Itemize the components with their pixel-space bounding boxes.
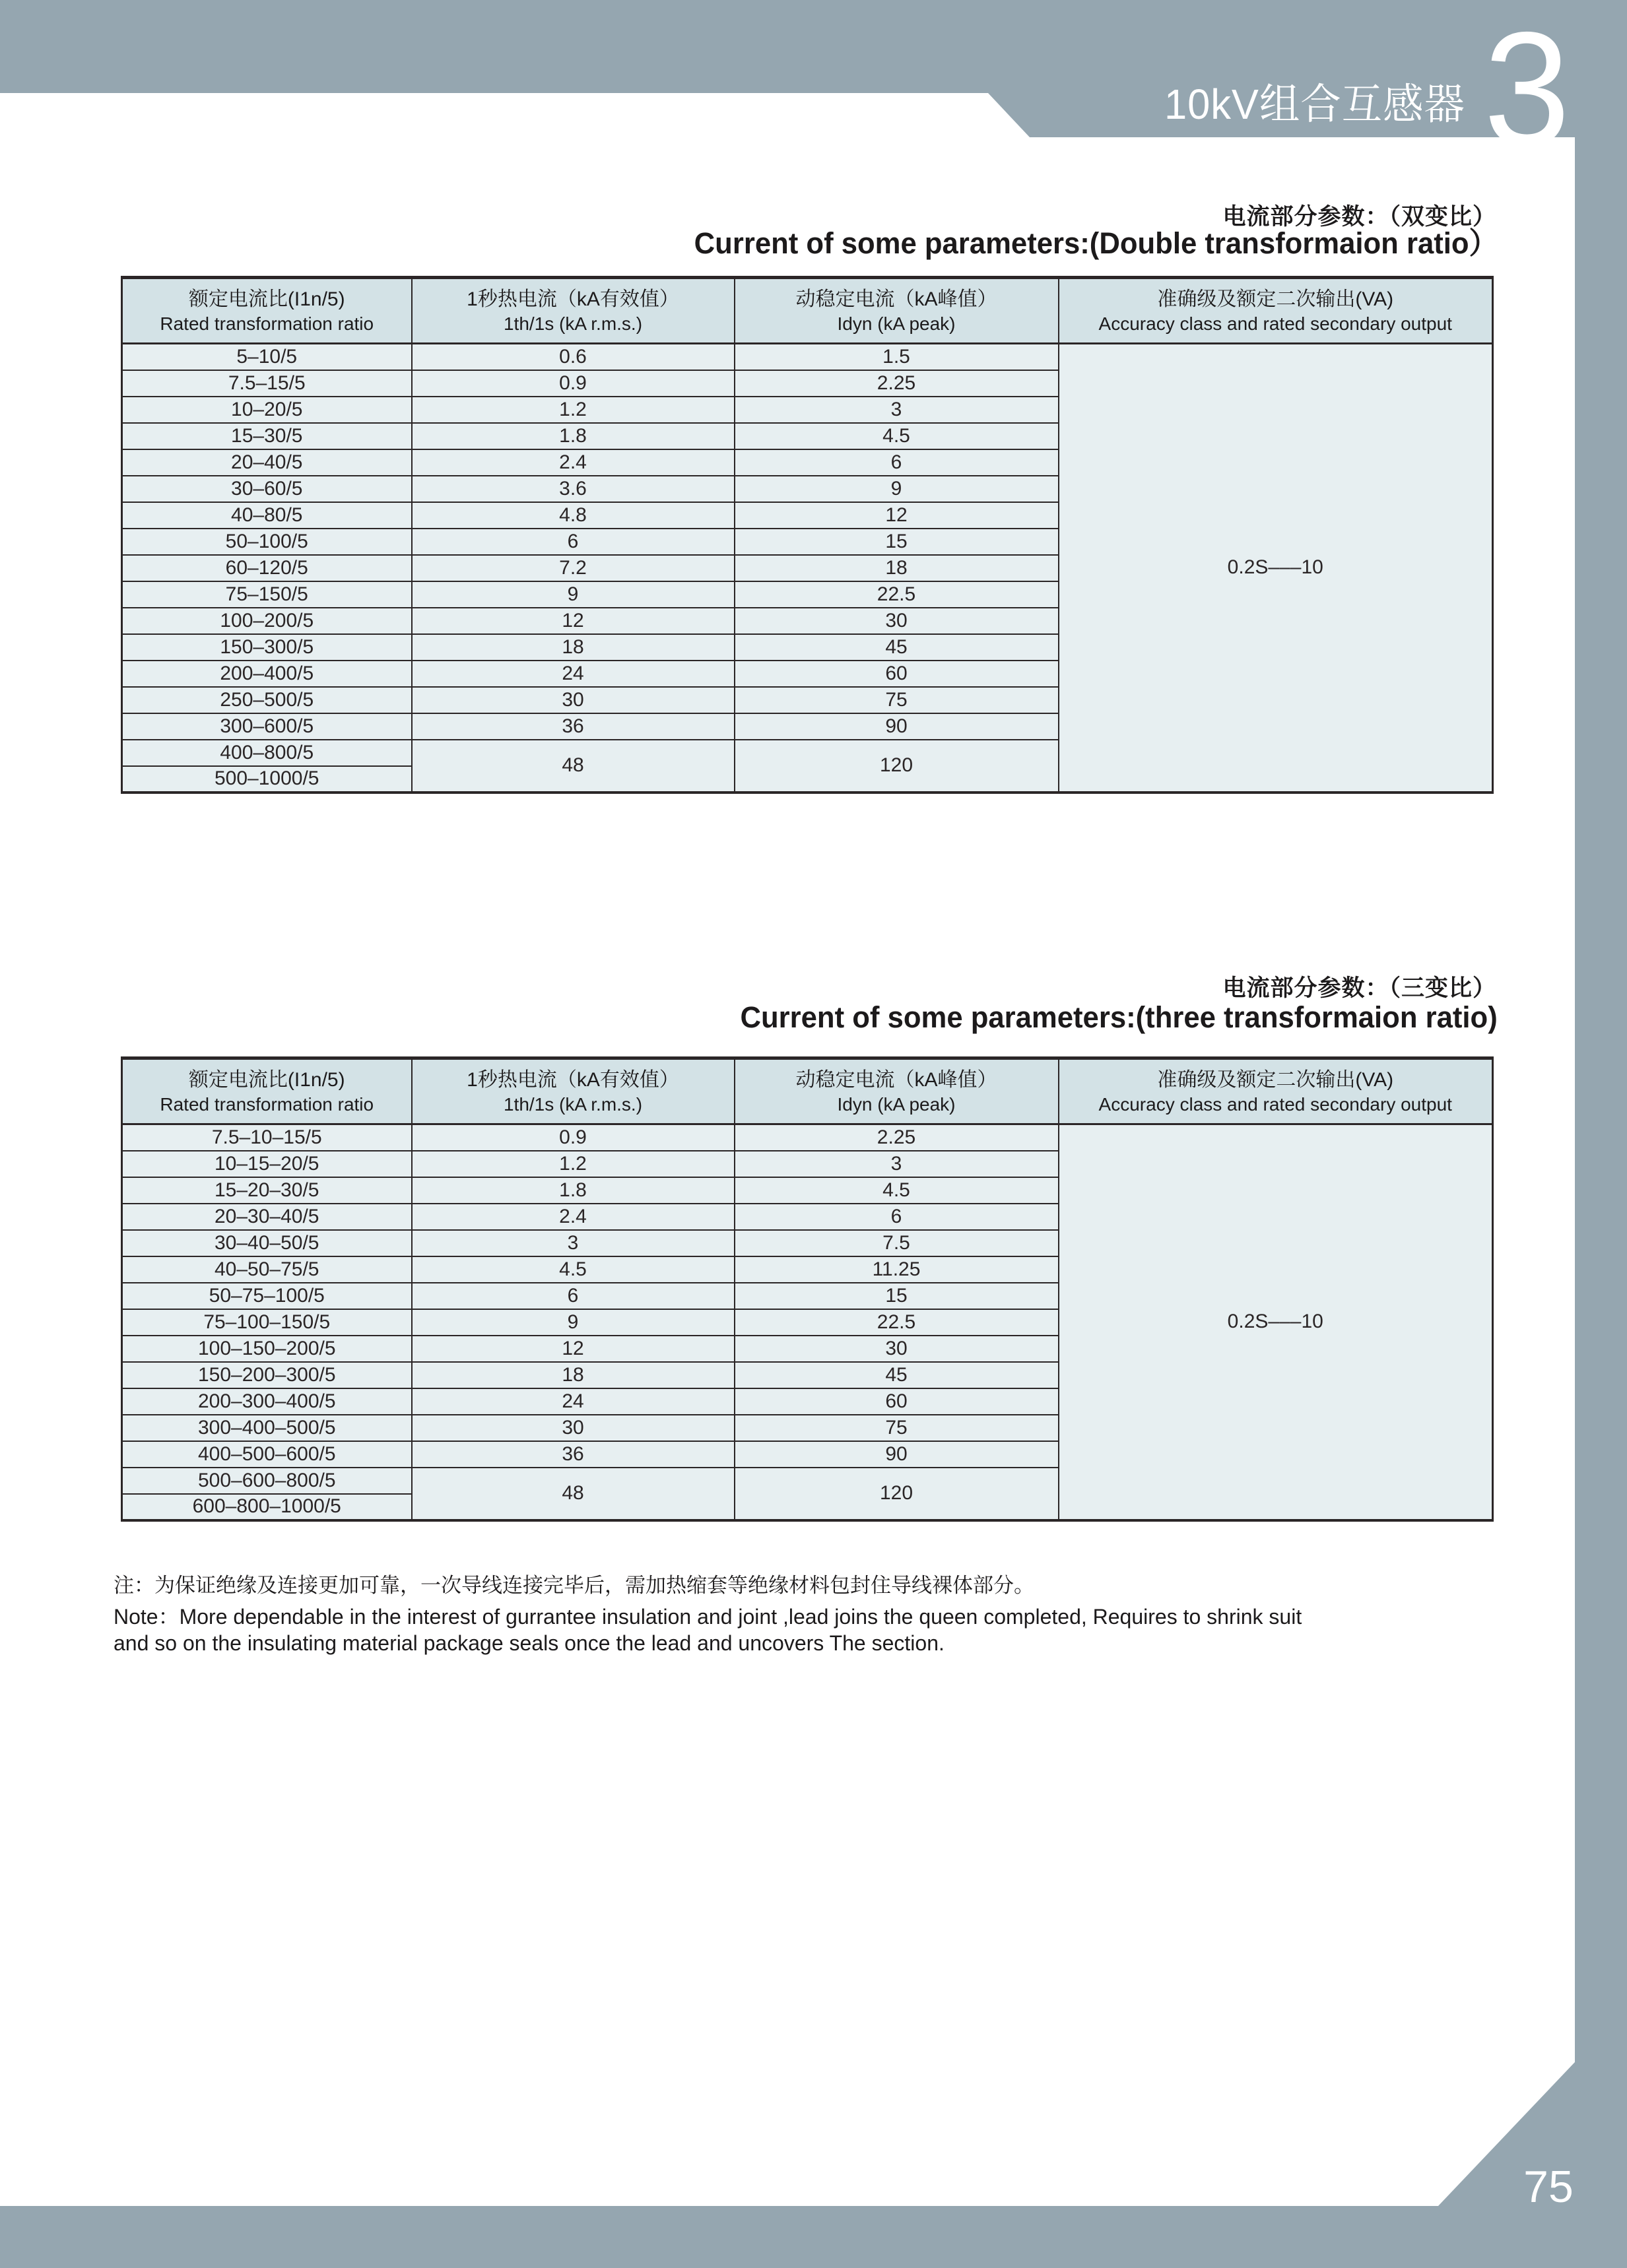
cell-thermal: 12 [412, 1336, 735, 1362]
cell-ratio: 100–200/5 [122, 608, 412, 634]
col-header-thermal [412, 1058, 735, 1124]
cell-ratio: 7.5–10–15/5 [122, 1124, 412, 1151]
cell-ratio: 15–30/5 [122, 423, 412, 449]
cell-thermal: 0.9 [412, 370, 735, 397]
cell-ratio: 300–600/5 [122, 713, 412, 740]
chapter-number: 3 [1484, 0, 1570, 179]
cell-thermal: 7.2 [412, 555, 735, 581]
cell-ratio: 400–800/5 [122, 740, 412, 766]
cell-thermal: 6 [412, 529, 735, 555]
cell-ratio: 150–300/5 [122, 634, 412, 661]
footnote [114, 1572, 1513, 1656]
cell-ratio: 40–80/5 [122, 502, 412, 529]
col-header-zh: 准确级及额定二次输出(VA) [1157, 1069, 1394, 1091]
cell-ratio: 15–20–30/5 [122, 1177, 412, 1204]
cell-thermal: 18 [412, 634, 735, 661]
col-header-thermal [412, 278, 735, 344]
col-header-accuracy [1059, 1058, 1493, 1124]
col-header-dynamic [735, 1058, 1059, 1124]
cell-ratio: 500–600–800/5 [122, 1468, 412, 1494]
cell-thermal: 24 [412, 1388, 735, 1415]
col-header-en: Rated transformation ratio [160, 1094, 374, 1115]
cell-thermal: 1.2 [412, 1151, 735, 1177]
cell-thermal: 4.8 [412, 502, 735, 529]
cell-dynamic: 120 [735, 1468, 1059, 1520]
cell-dynamic: 30 [735, 608, 1059, 634]
col-header-zh: 动稳定电流（kA峰值） [795, 288, 997, 310]
cell-ratio: 20–40/5 [122, 449, 412, 476]
cell-dynamic: 60 [735, 1388, 1059, 1415]
footnote-en-line2: and so on the insulating material package seals once the lead and uncovers The section. [114, 1631, 945, 1655]
cell-dynamic: 7.5 [735, 1230, 1059, 1256]
col-header-zh: 额定电流比(I1n/5) [188, 1069, 345, 1091]
cell-dynamic: 15 [735, 529, 1059, 555]
top-banner [0, 0, 1627, 93]
table-body [122, 344, 1493, 793]
cell-ratio: 5–10/5 [122, 344, 412, 370]
cell-ratio: 75–150/5 [122, 581, 412, 608]
col-header-zh: 1秒热电流（kA有效值） [467, 1069, 679, 1091]
cell-thermal: 48 [412, 1468, 735, 1520]
double-ratio-table [121, 276, 1494, 794]
col-header-dynamic [735, 278, 1059, 344]
cell-ratio: 250–500/5 [122, 687, 412, 713]
section1-title-en: Current of some parameters:(Double transformaion ratio） [694, 226, 1498, 260]
cell-thermal: 6 [412, 1283, 735, 1309]
cell-ratio: 10–15–20/5 [122, 1151, 412, 1177]
col-header-ratio [122, 1058, 412, 1124]
cell-dynamic: 6 [735, 449, 1059, 476]
right-edge-strip [1575, 137, 1627, 2063]
cell-thermal: 48 [412, 740, 735, 793]
cell-thermal: 2.4 [412, 449, 735, 476]
cell-dynamic: 60 [735, 661, 1059, 687]
col-header-en: 1th/1s (kA r.m.s.) [503, 1094, 643, 1115]
cell-thermal: 1.2 [412, 397, 735, 423]
section1-title-zh: 电流部分参数：（双变比） [1222, 204, 1496, 230]
cell-thermal: 0.9 [412, 1124, 735, 1151]
cell-dynamic: 90 [735, 713, 1059, 740]
cell-dynamic: 45 [735, 1362, 1059, 1388]
table-row [122, 1124, 1493, 1151]
cell-dynamic: 22.5 [735, 1309, 1059, 1336]
col-header-zh: 动稳定电流（kA峰值） [795, 1069, 997, 1091]
cell-dynamic: 3 [735, 397, 1059, 423]
cell-accuracy: 0.2S–––10 [1059, 344, 1493, 793]
cell-dynamic: 2.25 [735, 1124, 1059, 1151]
cell-ratio: 500–1000/5 [122, 766, 412, 793]
cell-dynamic: 90 [735, 1441, 1059, 1468]
cell-thermal: 4.5 [412, 1256, 735, 1283]
table-body [122, 1124, 1493, 1520]
cell-thermal: 12 [412, 608, 735, 634]
cell-dynamic: 1.5 [735, 344, 1059, 370]
cell-thermal: 3.6 [412, 476, 735, 502]
col-header-en: Accuracy class and rated secondary output [1098, 313, 1452, 334]
col-header-en: Rated transformation ratio [160, 313, 374, 334]
cell-ratio: 50–75–100/5 [122, 1283, 412, 1309]
cell-dynamic: 4.5 [735, 423, 1059, 449]
cell-ratio: 10–20/5 [122, 397, 412, 423]
section2-title-zh: 电流部分参数：（三变比） [1222, 975, 1496, 1001]
cell-ratio: 50–100/5 [122, 529, 412, 555]
page-title: 10kV组合互感器 [1164, 81, 1465, 128]
col-header-accuracy [1059, 278, 1493, 344]
cell-dynamic: 45 [735, 634, 1059, 661]
page-number: 75 [1523, 2162, 1574, 2212]
cell-dynamic: 75 [735, 1415, 1059, 1441]
cell-dynamic: 18 [735, 555, 1059, 581]
cell-ratio: 60–120/5 [122, 555, 412, 581]
cell-ratio: 40–50–75/5 [122, 1256, 412, 1283]
col-header-zh: 准确级及额定二次输出(VA) [1157, 288, 1394, 310]
table-header-row [122, 1058, 1493, 1124]
cell-thermal: 18 [412, 1362, 735, 1388]
cell-thermal: 30 [412, 1415, 735, 1441]
cell-ratio: 20–30–40/5 [122, 1204, 412, 1230]
cell-dynamic: 75 [735, 687, 1059, 713]
footnote-en-line1: Note：More dependable in the interest of gurrantee insulation and joint ,lead joins the queen completed, Requires to shrink suit [114, 1605, 1302, 1629]
col-header-en: Accuracy class and rated secondary output [1098, 1094, 1452, 1115]
cell-thermal: 9 [412, 581, 735, 608]
table-header-row [122, 278, 1493, 344]
footnote-zh: 注：为保证绝缘及连接更加可靠，一次导线连接完毕后，需加热缩套等绝缘材料包封住导线裸体部分。 [114, 1574, 1034, 1597]
col-header-en: Idyn (kA peak) [837, 313, 956, 334]
cell-thermal: 24 [412, 661, 735, 687]
cell-dynamic: 6 [735, 1204, 1059, 1230]
cell-dynamic: 120 [735, 740, 1059, 793]
cell-ratio: 300–400–500/5 [122, 1415, 412, 1441]
cell-thermal: 36 [412, 1441, 735, 1468]
cell-thermal: 3 [412, 1230, 735, 1256]
col-header-en: Idyn (kA peak) [837, 1094, 956, 1115]
cell-ratio: 30–40–50/5 [122, 1230, 412, 1256]
cell-dynamic: 15 [735, 1283, 1059, 1309]
cell-ratio: 400–500–600/5 [122, 1441, 412, 1468]
cell-thermal: 1.8 [412, 1177, 735, 1204]
cell-thermal: 2.4 [412, 1204, 735, 1230]
cell-ratio: 75–100–150/5 [122, 1309, 412, 1336]
cell-dynamic: 11.25 [735, 1256, 1059, 1283]
cell-thermal: 1.8 [412, 423, 735, 449]
col-header-zh: 1秒热电流（kA有效值） [467, 288, 679, 310]
cell-thermal: 9 [412, 1309, 735, 1336]
col-header-ratio [122, 278, 412, 344]
cell-dynamic: 30 [735, 1336, 1059, 1362]
cell-ratio: 150–200–300/5 [122, 1362, 412, 1388]
cell-ratio: 200–400/5 [122, 661, 412, 687]
cell-ratio: 7.5–15/5 [122, 370, 412, 397]
cell-dynamic: 3 [735, 1151, 1059, 1177]
section2-title-en: Current of some parameters:(three transformaion ratio) [740, 1000, 1498, 1034]
table-row [122, 344, 1493, 370]
cell-thermal: 0.6 [412, 344, 735, 370]
cell-ratio: 100–150–200/5 [122, 1336, 412, 1362]
col-header-zh: 额定电流比(I1n/5) [188, 288, 345, 310]
cell-accuracy: 0.2S–––10 [1059, 1124, 1493, 1520]
cell-dynamic: 22.5 [735, 581, 1059, 608]
cell-thermal: 30 [412, 687, 735, 713]
cell-dynamic: 4.5 [735, 1177, 1059, 1204]
cell-ratio: 600–800–1000/5 [122, 1494, 412, 1520]
cell-dynamic: 12 [735, 502, 1059, 529]
three-ratio-table [121, 1056, 1494, 1522]
col-header-en: 1th/1s (kA r.m.s.) [503, 313, 643, 334]
cell-dynamic: 9 [735, 476, 1059, 502]
bottom-band [0, 2206, 1627, 2268]
cell-dynamic: 2.25 [735, 370, 1059, 397]
cell-ratio: 30–60/5 [122, 476, 412, 502]
cell-thermal: 36 [412, 713, 735, 740]
cell-ratio: 200–300–400/5 [122, 1388, 412, 1415]
